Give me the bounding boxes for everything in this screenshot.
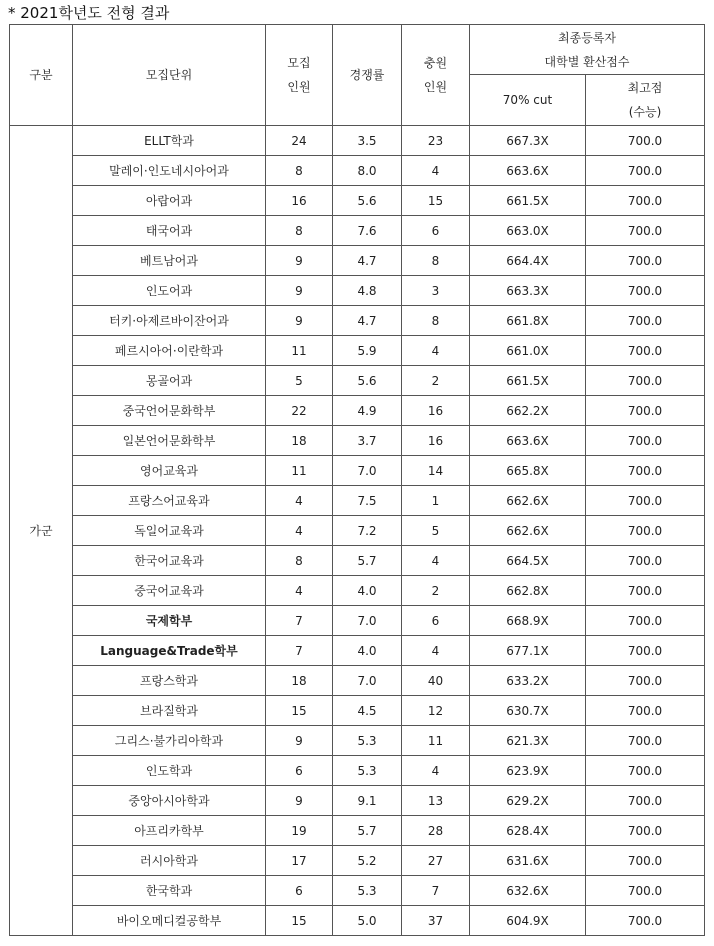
extra-cell: 3 <box>402 276 470 306</box>
competition-cell: 5.3 <box>333 876 402 906</box>
quota-cell: 8 <box>266 156 333 186</box>
quota-cell: 6 <box>266 876 333 906</box>
quota-cell: 9 <box>266 306 333 336</box>
competition-cell: 7.0 <box>333 666 402 696</box>
extra-cell: 5 <box>402 516 470 546</box>
extra-cell: 28 <box>402 816 470 846</box>
extra-cell: 4 <box>402 156 470 186</box>
cut-score-cell: 665.8X <box>470 456 586 486</box>
competition-cell: 3.5 <box>333 126 402 156</box>
table-row <box>10 816 705 846</box>
competition-cell: 4.7 <box>333 306 402 336</box>
unit-cell: 베트남어과 <box>73 246 266 276</box>
table-row <box>10 246 705 276</box>
extra-cell: 4 <box>402 336 470 366</box>
cut-score-cell: 664.4X <box>470 246 586 276</box>
unit-cell: 몽골어과 <box>73 366 266 396</box>
competition-cell: 5.0 <box>333 906 402 936</box>
cut-score-cell: 661.5X <box>470 366 586 396</box>
quota-cell: 18 <box>266 666 333 696</box>
table-row <box>10 276 705 306</box>
unit-cell: 인도학과 <box>73 756 266 786</box>
unit-cell: 러시아학과 <box>73 846 266 876</box>
unit-cell: Language&Trade학부 <box>73 636 266 666</box>
quota-cell: 19 <box>266 816 333 846</box>
competition-cell: 7.5 <box>333 486 402 516</box>
quota-cell: 6 <box>266 756 333 786</box>
table-row <box>10 156 705 186</box>
unit-cell: 아프리카학부 <box>73 816 266 846</box>
quota-cell: 7 <box>266 636 333 666</box>
table-row <box>10 846 705 876</box>
cut-score-cell: 662.6X <box>470 486 586 516</box>
competition-cell: 9.1 <box>333 786 402 816</box>
header-extra: 충원 인원 <box>402 25 470 126</box>
max-score-cell: 700.0 <box>586 846 705 876</box>
extra-cell: 6 <box>402 216 470 246</box>
max-score-cell: 700.0 <box>586 126 705 156</box>
quota-cell: 9 <box>266 726 333 756</box>
cut-score-cell: 661.5X <box>470 186 586 216</box>
extra-cell: 14 <box>402 456 470 486</box>
extra-cell: 13 <box>402 786 470 816</box>
unit-cell: 국제학부 <box>73 606 266 636</box>
unit-cell: 프랑스어교육과 <box>73 486 266 516</box>
max-score-cell: 700.0 <box>586 576 705 606</box>
competition-cell: 7.6 <box>333 216 402 246</box>
max-score-cell: 700.0 <box>586 906 705 936</box>
unit-cell: 한국학과 <box>73 876 266 906</box>
max-score-cell: 700.0 <box>586 336 705 366</box>
extra-cell: 4 <box>402 636 470 666</box>
header-division: 구분 <box>10 25 73 126</box>
extra-cell: 37 <box>402 906 470 936</box>
cut-score-cell: 663.6X <box>470 156 586 186</box>
max-score-cell: 700.0 <box>586 696 705 726</box>
cut-score-cell: 663.0X <box>470 216 586 246</box>
max-score-cell: 700.0 <box>586 246 705 276</box>
max-score-cell: 700.0 <box>586 726 705 756</box>
table-row <box>10 456 705 486</box>
cut-score-cell: 663.6X <box>470 426 586 456</box>
max-score-cell: 700.0 <box>586 366 705 396</box>
max-score-cell: 700.0 <box>586 786 705 816</box>
quota-cell: 9 <box>266 786 333 816</box>
competition-cell: 4.9 <box>333 396 402 426</box>
extra-cell: 11 <box>402 726 470 756</box>
table-row <box>10 606 705 636</box>
extra-cell: 15 <box>402 186 470 216</box>
header-unit: 모집단위 <box>73 25 266 126</box>
cut-score-cell: 632.6X <box>470 876 586 906</box>
competition-cell: 4.8 <box>333 276 402 306</box>
unit-cell: 프랑스학과 <box>73 666 266 696</box>
table-row <box>10 426 705 456</box>
table-row <box>10 756 705 786</box>
table-row <box>10 876 705 906</box>
unit-cell: 중국어교육과 <box>73 576 266 606</box>
unit-cell: 독일어교육과 <box>73 516 266 546</box>
quota-cell: 15 <box>266 696 333 726</box>
extra-cell: 2 <box>402 366 470 396</box>
unit-cell: ELLT학과 <box>73 126 266 156</box>
cut-score-cell: 663.3X <box>470 276 586 306</box>
extra-cell: 16 <box>402 396 470 426</box>
competition-cell: 5.7 <box>333 546 402 576</box>
competition-cell: 4.0 <box>333 576 402 606</box>
quota-cell: 11 <box>266 456 333 486</box>
table-row <box>10 516 705 546</box>
competition-cell: 7.0 <box>333 456 402 486</box>
competition-cell: 7.0 <box>333 606 402 636</box>
table-row <box>10 216 705 246</box>
header-max: 최고점 (수능) <box>586 75 705 126</box>
max-score-cell: 700.0 <box>586 426 705 456</box>
quota-cell: 4 <box>266 486 333 516</box>
table-row <box>10 546 705 576</box>
cut-score-cell: 628.4X <box>470 816 586 846</box>
competition-cell: 5.7 <box>333 816 402 846</box>
max-score-cell: 700.0 <box>586 306 705 336</box>
competition-cell: 7.2 <box>333 516 402 546</box>
table-row <box>10 726 705 756</box>
quota-cell: 8 <box>266 216 333 246</box>
quota-cell: 4 <box>266 516 333 546</box>
unit-cell: 그리스·불가리아학과 <box>73 726 266 756</box>
header-final: 최종등록자 대학별 환산점수 <box>470 25 705 75</box>
header-quota: 모집 인원 <box>266 25 333 126</box>
cut-score-cell: 604.9X <box>470 906 586 936</box>
max-score-cell: 700.0 <box>586 516 705 546</box>
cut-score-cell: 662.6X <box>470 516 586 546</box>
table-row <box>10 306 705 336</box>
quota-cell: 16 <box>266 186 333 216</box>
quota-cell: 4 <box>266 576 333 606</box>
cut-score-cell: 633.2X <box>470 666 586 696</box>
cut-score-cell: 630.7X <box>470 696 586 726</box>
extra-cell: 2 <box>402 576 470 606</box>
cut-score-cell: 662.8X <box>470 576 586 606</box>
table-row <box>10 636 705 666</box>
quota-cell: 5 <box>266 366 333 396</box>
quota-cell: 17 <box>266 846 333 876</box>
quota-cell: 18 <box>266 426 333 456</box>
max-score-cell: 700.0 <box>586 606 705 636</box>
table-body <box>10 126 705 936</box>
max-score-cell: 700.0 <box>586 456 705 486</box>
extra-cell: 4 <box>402 756 470 786</box>
table-row <box>10 696 705 726</box>
cut-score-cell: 661.8X <box>470 306 586 336</box>
unit-cell: 터키·아제르바이잔어과 <box>73 306 266 336</box>
extra-cell: 8 <box>402 306 470 336</box>
cut-score-cell: 677.1X <box>470 636 586 666</box>
max-score-cell: 700.0 <box>586 186 705 216</box>
unit-cell: 아랍어과 <box>73 186 266 216</box>
quota-cell: 15 <box>266 906 333 936</box>
cut-score-cell: 621.3X <box>470 726 586 756</box>
extra-cell: 12 <box>402 696 470 726</box>
table-row <box>10 576 705 606</box>
competition-cell: 3.7 <box>333 426 402 456</box>
table-row <box>10 486 705 516</box>
unit-cell: 인도어과 <box>73 276 266 306</box>
competition-cell: 5.3 <box>333 726 402 756</box>
unit-cell: 중앙아시아학과 <box>73 786 266 816</box>
quota-cell: 11 <box>266 336 333 366</box>
quota-cell: 9 <box>266 276 333 306</box>
competition-cell: 5.2 <box>333 846 402 876</box>
max-score-cell: 700.0 <box>586 876 705 906</box>
page-title: * 2021학년도 전형 결과 <box>8 4 170 22</box>
table-header <box>10 25 705 126</box>
competition-cell: 4.0 <box>333 636 402 666</box>
extra-cell: 16 <box>402 426 470 456</box>
max-score-cell: 700.0 <box>586 486 705 516</box>
unit-cell: 한국어교육과 <box>73 546 266 576</box>
max-score-cell: 700.0 <box>586 756 705 786</box>
competition-cell: 4.5 <box>333 696 402 726</box>
table-row <box>10 666 705 696</box>
cut-score-cell: 661.0X <box>470 336 586 366</box>
extra-cell: 40 <box>402 666 470 696</box>
unit-cell: 일본언어문화학부 <box>73 426 266 456</box>
cut-score-cell: 664.5X <box>470 546 586 576</box>
cut-score-cell: 668.9X <box>470 606 586 636</box>
max-score-cell: 700.0 <box>586 216 705 246</box>
table-row <box>10 366 705 396</box>
extra-cell: 8 <box>402 246 470 276</box>
quota-cell: 9 <box>266 246 333 276</box>
extra-cell: 27 <box>402 846 470 876</box>
unit-cell: 바이오메디컬공학부 <box>73 906 266 936</box>
max-score-cell: 700.0 <box>586 816 705 846</box>
extra-cell: 6 <box>402 606 470 636</box>
table-row <box>10 336 705 366</box>
max-score-cell: 700.0 <box>586 666 705 696</box>
table-row <box>10 906 705 936</box>
cut-score-cell: 662.2X <box>470 396 586 426</box>
admission-results-table <box>9 24 705 936</box>
competition-cell: 5.6 <box>333 186 402 216</box>
competition-cell: 5.6 <box>333 366 402 396</box>
competition-cell: 5.3 <box>333 756 402 786</box>
quota-cell: 22 <box>266 396 333 426</box>
quota-cell: 8 <box>266 546 333 576</box>
table-row <box>10 186 705 216</box>
table-row <box>10 126 705 156</box>
max-score-cell: 700.0 <box>586 276 705 306</box>
cut-score-cell: 623.9X <box>470 756 586 786</box>
competition-cell: 8.0 <box>333 156 402 186</box>
unit-cell: 영어교육과 <box>73 456 266 486</box>
competition-cell: 5.9 <box>333 336 402 366</box>
competition-cell: 4.7 <box>333 246 402 276</box>
cut-score-cell: 631.6X <box>470 846 586 876</box>
max-score-cell: 700.0 <box>586 546 705 576</box>
extra-cell: 23 <box>402 126 470 156</box>
quota-cell: 7 <box>266 606 333 636</box>
quota-cell: 24 <box>266 126 333 156</box>
group-cell: 가군 <box>10 126 73 936</box>
extra-cell: 4 <box>402 546 470 576</box>
extra-cell: 1 <box>402 486 470 516</box>
max-score-cell: 700.0 <box>586 636 705 666</box>
extra-cell: 7 <box>402 876 470 906</box>
cut-score-cell: 629.2X <box>470 786 586 816</box>
max-score-cell: 700.0 <box>586 156 705 186</box>
header-competition: 경쟁률 <box>333 25 402 126</box>
unit-cell: 브라질학과 <box>73 696 266 726</box>
unit-cell: 말레이·인도네시아어과 <box>73 156 266 186</box>
unit-cell: 태국어과 <box>73 216 266 246</box>
table-row <box>10 396 705 426</box>
table-row <box>10 786 705 816</box>
unit-cell: 페르시아어·이란학과 <box>73 336 266 366</box>
max-score-cell: 700.0 <box>586 396 705 426</box>
unit-cell: 중국언어문화학부 <box>73 396 266 426</box>
header-cut: 70% cut <box>470 75 586 126</box>
cut-score-cell: 667.3X <box>470 126 586 156</box>
